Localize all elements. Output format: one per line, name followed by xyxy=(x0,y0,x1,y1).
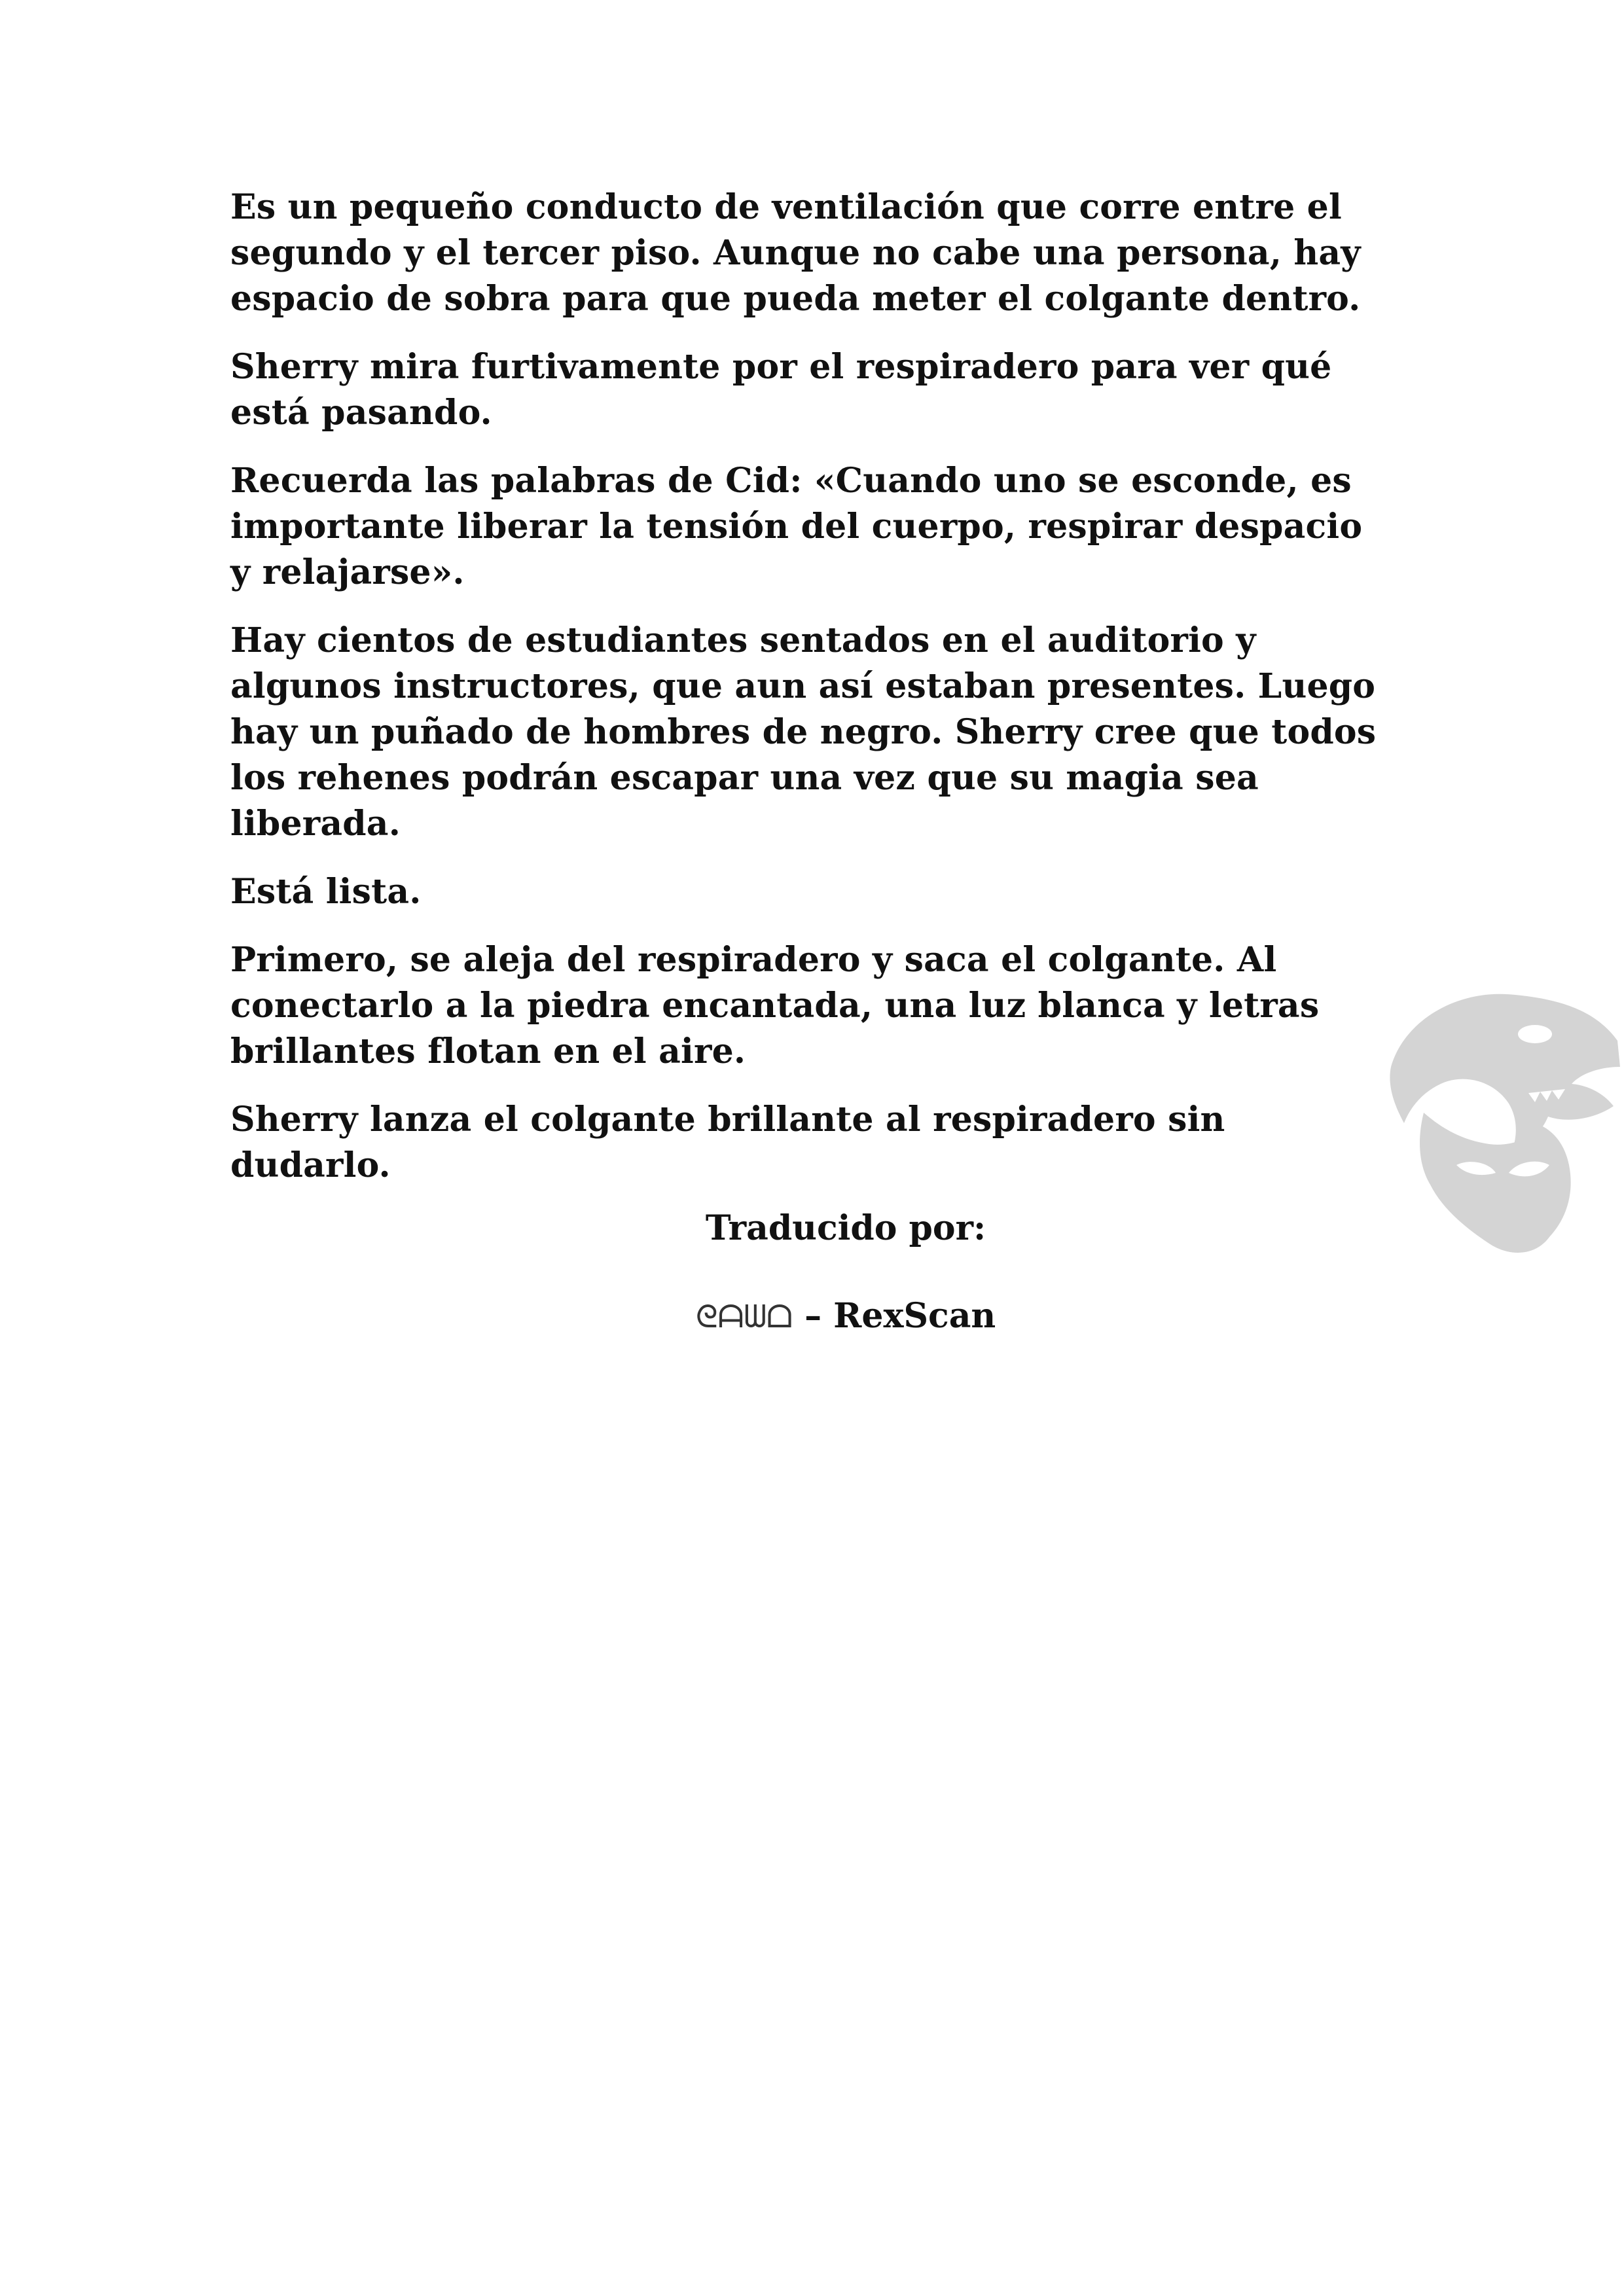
paragraph-2: Sherry mira furtivamente por el respiradero para ver qué está pasando. xyxy=(230,347,1332,433)
translator-name: ᘓᗩᗯᗝ xyxy=(695,1299,793,1335)
dinosaur-head-logo-icon xyxy=(1378,969,1624,1283)
credits-separator: – xyxy=(804,1296,822,1336)
group-name: RexScan xyxy=(833,1296,996,1336)
paragraph-4: Hay cientos de estudiantes sentados en el auditorio y algunos instructores, que aun así estaban presentes. Luego hay un puñado de hombres de negro. Sherry cree que todos los rehenes podrán escapar una vez que su magia sea liberada. xyxy=(230,620,1377,844)
body-text xyxy=(230,185,1382,1211)
paragraph-7: Sherry lanza el colgante brillante al respiradero sin dudarlo. xyxy=(230,1100,1225,1185)
paragraph-6: Primero, se aleja del respiradero y saca el colgante. Al conectarlo a la piedra encantada, una luz blanca y letras brillantes flotan en el aire. xyxy=(230,940,1320,1071)
paragraph-5: Está lista. xyxy=(230,872,422,912)
credits xyxy=(230,1206,1382,1382)
credits-byline xyxy=(230,1293,1382,1340)
paragraph-1: Es un pequeño conducto de ventilación que corre entre el segundo y el tercer piso. Aunque no cabe una persona, hay espacio de sobra para que pueda meter el colgante dentro. xyxy=(230,187,1361,319)
paragraph-3: Recuerda las palabras de Cid: «Cuando uno se esconde, es importante liberar la tensión del cuerpo, respirar despacio y relajarse». xyxy=(230,461,1363,592)
credits-label: Traducido por: xyxy=(705,1208,986,1248)
